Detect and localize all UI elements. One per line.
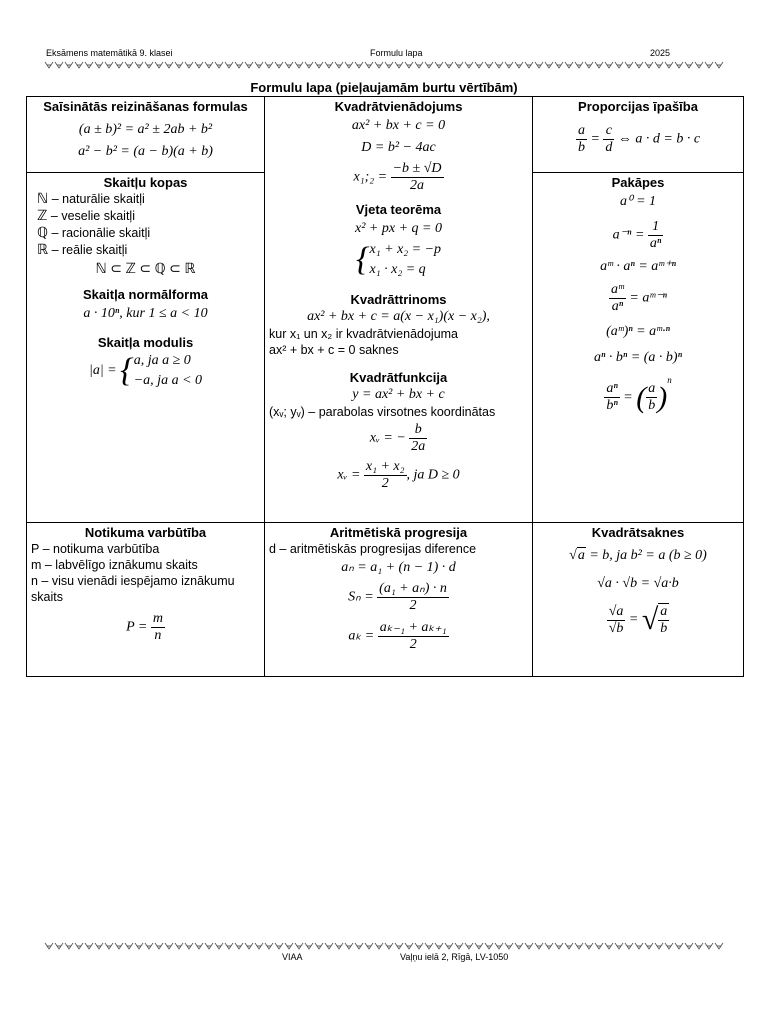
formula-trinomial-factoring: ax² + bx + c = a(x − x₁)(x − x₂), <box>307 309 490 324</box>
formula-quadratic-function: y = ax² + bx + c <box>352 387 445 402</box>
heading-proportion-property: Proporcijas īpašība <box>578 99 698 114</box>
heading-standard-form: Skaitļa normālforma <box>83 287 208 302</box>
cell-abbreviated-multiplication <box>27 97 265 173</box>
cell-square-roots <box>533 523 744 677</box>
formula-sqrt-definition: √a = b, ja b² = a (b ≥ 0) <box>569 548 707 563</box>
text-probability-p: P – notikuma varbūtība <box>31 542 160 556</box>
formula-power-quotient: $\frac{\text{aᵐ}}{\text{aⁿ}}$ = aᵐ⁻ⁿ <box>611 282 667 314</box>
cell-number-sets <box>27 173 265 523</box>
formula-absolute-value: |a| = {a, ja a ≥ 0 −a, ja a < 0 <box>88 352 203 389</box>
formula-power-product: aᵐ · aⁿ = aᵐ⁺ⁿ <box>600 259 676 274</box>
cell-proportion <box>533 97 744 173</box>
header-sheet-name: Formulu lapa <box>370 48 423 58</box>
heading-quadratic-trinomial: Kvadrāttrinoms <box>350 292 447 307</box>
formula-vieta-system: {x₁ + x₂ = −p x₁ · x₂ = q <box>355 241 442 278</box>
footer-agency: VIAA <box>282 952 303 962</box>
page-title: Formulu lapa (pieļaujamām burtu vērtībām) <box>250 80 518 95</box>
formula-table <box>26 96 744 677</box>
heading-probability: Notikuma varbūtība <box>84 525 207 540</box>
formula-difference-of-squares: a² − b² = (a − b)(a + b) <box>78 144 213 159</box>
heading-square-roots: Kvadrātsaknes <box>591 525 685 540</box>
header-year: 2025 <box>650 48 671 58</box>
formula-sqrt-product: √a · √b = √a·b <box>597 576 679 591</box>
formula-vertex-x-from-roots: xᵥ = $\frac{\text{x₁ + x₂}}{2}$ , ja D ≥ 0 <box>337 459 460 491</box>
heading-arithmetic-progression: Aritmētiskā progresija <box>329 525 468 540</box>
list-item: ℚ – racionālie skaitļi <box>37 226 151 241</box>
list-number-sets <box>27 191 264 259</box>
formula-proportion: $\frac{a}{b}$ = $\frac{c}{d}$ ⇔ a · d = b · c <box>577 123 701 155</box>
formula-reduced-quadratic: x² + px + q = 0 <box>355 221 442 236</box>
formula-negative-power: a⁻ⁿ = $\frac{1}{\text{aⁿ}}$ <box>612 219 662 251</box>
formula-product-power: aⁿ · bⁿ = (a · b)ⁿ <box>594 350 682 365</box>
heading-abbreviated-multiplication: Saīsinātās reizināšanas formulas <box>43 99 248 114</box>
cell-quadratic <box>265 97 533 523</box>
text-trinomial-roots-1: kur x₁ un x₂ ir kvadrātvienādojuma <box>269 327 459 341</box>
formula-sqrt-quotient: $\frac{√a}{√b}$ = √ $\frac{a}{b}$ <box>608 603 668 636</box>
list-item: ℕ – naturālie skaitļi <box>37 192 145 207</box>
formula-probability: P = $\frac{m}{n}$ <box>126 611 163 643</box>
ornament-band-bottom <box>44 942 724 950</box>
text-probability-n: n – visu vienādi iespējamo iznākumu skaits <box>31 574 235 604</box>
heading-quadratic-equation: Kvadrātvienādojums <box>334 99 463 114</box>
formula-zero-power: a⁰ = 1 <box>619 194 657 209</box>
heading-absolute-value: Skaitļa modulis <box>97 335 194 350</box>
heading-vieta-theorem: Vjeta teorēma <box>355 202 442 217</box>
heading-number-sets: Skaitļu kopas <box>103 175 188 190</box>
formula-standard-form: a · 10ⁿ, kur 1 ≤ a < 10 <box>83 306 208 321</box>
formula-vertex-x: xᵥ = − $\frac{b}{2a}$ <box>369 422 426 454</box>
list-item: ℤ – veselie skaitļi <box>37 209 135 224</box>
formula-square-of-sum: (a ± b)² = a² ± 2ab + b² <box>78 122 213 137</box>
text-vertex-coordinates: (xᵥ; yᵥ) – parabolas virsotnes koordinātas <box>269 405 496 419</box>
text-common-difference: d – aritmētiskās progresijas diference <box>269 542 477 556</box>
formula-quotient-power: $\frac{\text{aⁿ}}{\text{bⁿ}}$ = ( $\frac{a}{b}$ )$^n$ <box>606 375 672 414</box>
formula-discriminant: D = b² − 4ac <box>361 140 436 155</box>
formula-power-of-power: (aᵐ)ⁿ = aᵐ·ⁿ <box>606 324 670 339</box>
text-probability-m: m – labvēlīgo iznākumu skaits <box>31 558 198 572</box>
formula-set-inclusion: ℕ ⊂ ℤ ⊂ ℚ ⊂ ℝ <box>95 262 196 277</box>
text-trinomial-roots-2: ax² + bx + c = 0 saknes <box>269 343 399 357</box>
list-item: ℝ – reālie skaitļi <box>37 243 128 258</box>
heading-quadratic-function: Kvadrātfunkcija <box>349 370 448 385</box>
heading-powers: Pakāpes <box>611 175 665 190</box>
formula-sum: Sₙ = $\frac{\text{(a₁ + aₙ) · n}}{2}$ <box>348 581 447 613</box>
cell-arithmetic-progression <box>265 523 533 677</box>
cell-powers <box>533 173 744 523</box>
footer-address: Vaļņu ielā 2, Rīgā, LV-1050 <box>400 952 509 962</box>
formula-middle-term: aₖ = $\frac{\text{aₖ₋₁ + aₖ₊₁}}{2}$ <box>348 620 447 652</box>
ornament-band-top <box>44 61 724 69</box>
formula-roots: x₁;₂ = $\frac{-b \pm √D}{2a}$ <box>353 161 442 193</box>
cell-probability <box>27 523 265 677</box>
formula-quadratic-equation: ax² + bx + c = 0 <box>351 118 446 133</box>
formula-nth-term: aₙ = a₁ + (n − 1) · d <box>341 560 456 575</box>
header-exam-name: Eksāmens matemātikā 9. klasei <box>46 48 173 58</box>
